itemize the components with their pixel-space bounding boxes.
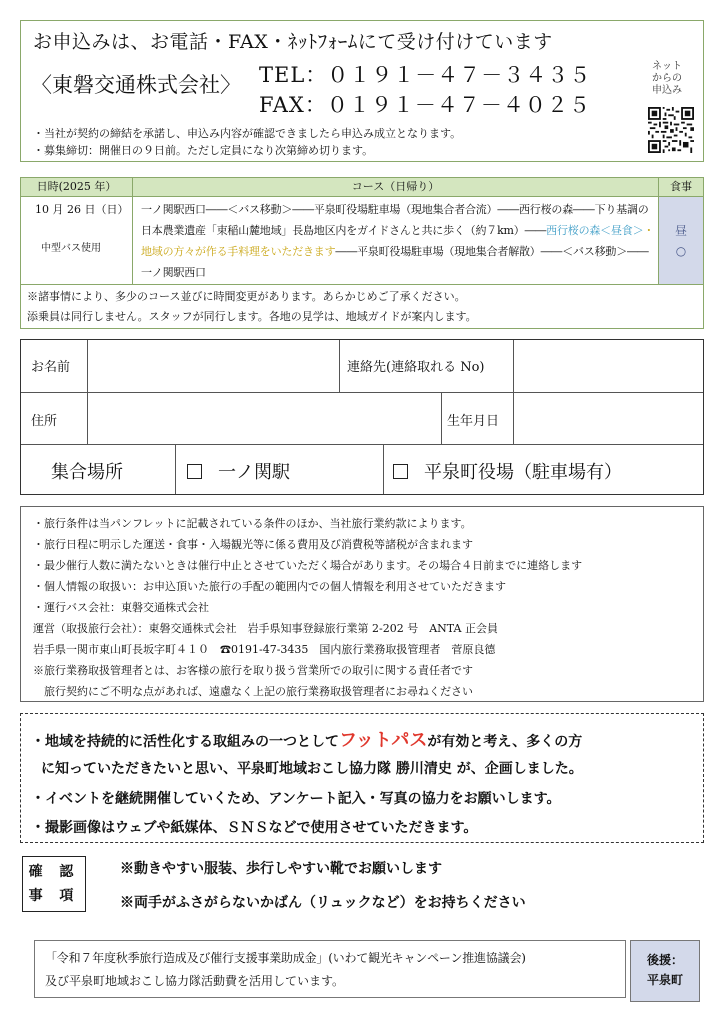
course-table — [20, 177, 704, 329]
name-input[interactable] — [89, 342, 337, 390]
operator-info: 運営（取扱旅行会社）：東磐交通株式会社 岩手県知事登録旅行業第 2-202 号 ANTA 正会員 — [33, 622, 498, 635]
date-column-header: 日時(2025 年） — [21, 178, 133, 197]
course-cell — [133, 197, 659, 285]
meal-column-header: 食事 — [659, 178, 703, 197]
condition-item: ・旅行条件は当パンフレットに記載されている条件のほか、当社旅行業約款によります。 — [33, 517, 472, 530]
message-line-2: に知っていただきたいと思い、平泉町地域おこし協力隊 勝川清史 が、企画しました。 — [41, 761, 583, 777]
address-input[interactable] — [89, 394, 439, 442]
subsidy-line-1: 「令和７年度秋季旅行造成及び催行支援事業助成金」(いわて観光キャンペーン推進協議会) — [45, 951, 526, 965]
application-form — [20, 339, 704, 495]
meal-cell — [659, 197, 703, 285]
option-label-hiraizumi: 平泉町役場（駐車場有） — [424, 462, 622, 483]
condition-item: ・個人情報の取扱い：お申込頂いた旅行の手配の範囲内での個人情報を利用させていただきます — [33, 580, 506, 593]
meeting-place-label: 集合場所 — [51, 462, 123, 483]
confirm-label-1: 確 認 — [28, 864, 80, 880]
option-label-ichinoseki: 一ノ関駅 — [218, 462, 290, 483]
support-text — [631, 950, 699, 990]
address-label: 住所 — [31, 414, 58, 429]
bus-type: 中型バス使用 — [41, 243, 101, 254]
meeting-option-hiraizumi[interactable] — [393, 458, 622, 484]
meal-mark: ○ — [675, 244, 687, 258]
subsidy-note — [34, 940, 626, 998]
manager-note-2: 旅行契約にご不明な点があれば、遠慮なく上記の旅行業務取扱管理者にお尋ねください — [33, 685, 473, 698]
deadline-note: ・募集締切：開催日の９日前。ただし定員になり次第締め切ります。 — [33, 144, 374, 157]
travel-conditions — [20, 506, 704, 702]
footpath-highlight: フットパス — [339, 730, 428, 751]
header-box — [20, 20, 704, 162]
confirm-clothing: ※動きやすい服装、歩行しやすい靴でお願いします — [120, 861, 442, 877]
contact-input[interactable] — [515, 342, 701, 390]
checkbox-hiraizumi[interactable] — [393, 464, 408, 479]
course-column-header: コース（日帰り） — [133, 178, 659, 197]
support-org: 平泉町 — [646, 973, 683, 987]
event-date: 10 月 26 日（日） — [35, 203, 129, 216]
name-label: お名前 — [31, 360, 71, 375]
birthdate-label: 生年月日 — [447, 414, 500, 429]
project-message — [20, 713, 704, 843]
condition-item: ・旅行日程に明示した運送・食事・入場観光等に係る費用及び消費税等諸税が含まれます — [33, 538, 473, 551]
qr-code-icon[interactable] — [648, 107, 694, 153]
meal-lunch: 昼 — [674, 224, 687, 238]
application-methods: お申込みは、お電話・FAX・ﾈｯﾄﾌｫｰﾑにて受け付けています — [33, 31, 553, 53]
contract-note: ・当社が契約の締結を承諾し、申込み内容が確認できましたら申込み成立となります。 — [33, 127, 462, 140]
contact-label: 連絡先(連絡取れる No) — [347, 360, 485, 375]
message-line-3: ・イベントを継続開催していくため、アンケート記入・写真の協力をお願いします。 — [31, 791, 561, 807]
tel-number[interactable]: TEL：０１９１－４７－３４３５ — [259, 63, 592, 87]
lunch-description: ・地域の方々が作る手料理をいただきます — [141, 224, 655, 258]
confirm-bag: ※両手がふさがらないかばん（リュックなど）をお持ちください — [120, 895, 526, 911]
confirm-label-box — [22, 856, 86, 912]
condition-item: ・運行バス会社：東磐交通株式会社 — [33, 601, 209, 614]
course-description — [141, 199, 655, 283]
schedule-change-note: ※諸事情により、多少のコース並びに時間変更があります。あらかじめご了承ください。 — [27, 290, 466, 303]
operator-address: 岩手県一関市東山町長坂字町４１０ ☎0191-47-3435 国内旅行業務取扱管理者 菅原良德 — [33, 643, 496, 656]
company-name: 〈東磐交通株式会社〉 — [31, 73, 241, 97]
staff-note: 添乗員は同行しません。スタッフが同行します。各地の見学は、地域ガイドが案内します。 — [27, 310, 477, 323]
lunch-spot: 西行桜の森＜昼食＞ — [546, 224, 644, 237]
message-line-1: ・地域を持続的に活性化する取組みの一つとしてフットパスが有効と考え、多くの方 — [31, 730, 583, 751]
date-cell — [21, 197, 133, 285]
course-segment-1: 一ノ関駅西口――＜バス移動＞――平泉町役場駐車場（現地集合者合流）――西行桜の森――下り基調の日本農業遺産「束稲山麓地域」長島地区内をガイドさんと共に歩く（約７km）―― — [141, 203, 649, 237]
checkbox-ichinoseki[interactable] — [187, 464, 202, 479]
subsidy-line-2: 及び平泉町地域おこし協力隊活動費を活用しています。 — [45, 974, 345, 988]
qr-label: ネット からの 申込み — [652, 61, 682, 96]
condition-item: ・最少催行人数に満たないときは催行中止とさせていただく場合があります。その場合４日前までに連絡します — [33, 559, 583, 572]
meal-value — [659, 221, 703, 261]
support-box — [630, 940, 700, 1002]
manager-note: ※旅行業務取扱管理者とは、お客様の旅行を取り扱う営業所での取引に関する責任者です — [33, 664, 473, 677]
meeting-option-ichinoseki[interactable] — [187, 458, 290, 484]
course-segment-4: ――平泉町役場駐車場（現地集合者解散）――＜バス移動＞――一ノ関駅西口 — [141, 245, 649, 279]
fax-number: FAX：０１９１－４７－４０２５ — [259, 93, 591, 117]
confirm-label-2: 事 項 — [28, 888, 80, 904]
support-label: 後援： — [646, 953, 683, 967]
message-line-4: ・撮影画像はウェブや紙媒体、ＳＮＳなどで使用させていただきます。 — [31, 820, 478, 836]
birthdate-input[interactable] — [515, 394, 701, 442]
